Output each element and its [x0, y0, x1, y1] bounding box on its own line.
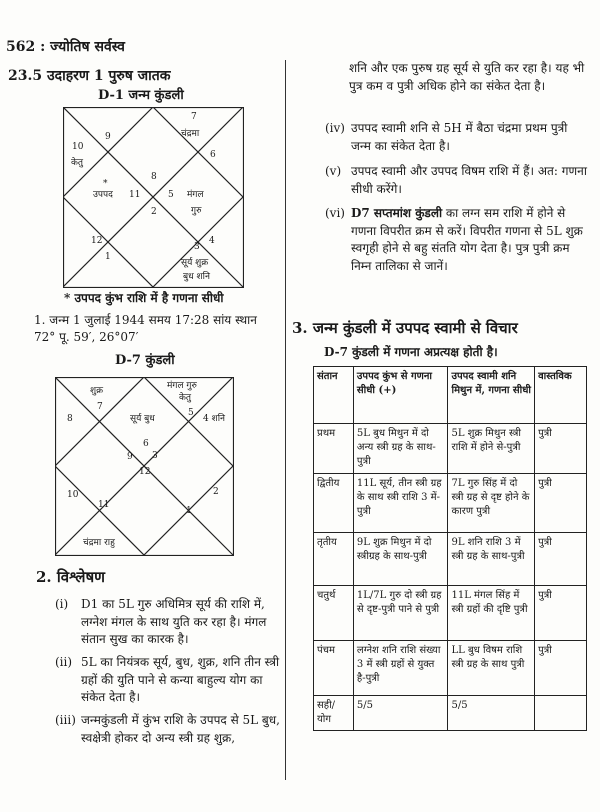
d1-house-6: 6: [210, 150, 216, 160]
d1-house-4: 4: [209, 236, 215, 246]
d7-house-8: 8: [67, 414, 73, 424]
item-text: उपपद स्वामी शनि से 5H में बैठा चंद्रमा प्रथम पुत्री जन्म का संकेत देता है।: [351, 121, 568, 153]
table-cell: 5/5: [448, 696, 535, 731]
d1-chart-title: D-1 जन्म कुंडली: [98, 88, 184, 103]
table-cell: 9L शुक्र मिथुन में दो स्त्रीग्रह के साथ-पुत्री: [353, 533, 448, 586]
table-cell: पंचम: [314, 641, 354, 696]
d7-house-9: 9: [127, 452, 133, 462]
table-row: [314, 474, 587, 533]
table-cell: पुत्री: [535, 533, 587, 586]
table-cell: तृतीय: [314, 533, 354, 586]
item-number: (i): [55, 597, 69, 611]
d7-ketu: केतु: [179, 393, 192, 403]
item-rest-text: का लग्न सम राशि में होने से गणना विपरीत क्रम से करें। विपरीत गणना से 5L शुक्र स्वगृही होने से बहु संतति योग देता है। पुत्र पुत्री क्रम निम्न तालिका से जानें।: [351, 206, 583, 273]
item-text: जन्मकुंडली में कुंभ राशि के उपपद से 5L बुध, स्वक्षेत्री होकर दो अन्य स्त्री ग्रह शुक्र,: [81, 713, 280, 745]
table-cell: 11L सूर्य, तीन स्त्री ग्रह के साथ स्त्री राशि 3 में-पुत्री: [353, 474, 448, 533]
table-total-row: [314, 696, 587, 731]
section3-heading: 3. जन्म कुंडली में उपपद स्वामी से विचार: [292, 319, 518, 337]
table-cell: 7L गुरु सिंह में दो स्त्री ग्रह से दृष्ट होने के कारण पुत्री: [448, 474, 535, 533]
table-cell: 5L बुध मिथुन में दो अन्य स्त्री ग्रह के साथ-पुत्री: [353, 424, 448, 474]
analysis-item: [55, 654, 283, 708]
d7-house-5: 5: [188, 408, 194, 418]
d1-mangal: मंगल: [187, 190, 204, 200]
d7-house-7: 7: [97, 402, 103, 412]
d1-footnote: * उपपद कुंभ राशि में है गणना सीधी: [64, 291, 224, 305]
table-cell: 11L मंगल सिंह में स्त्री ग्रहों की दृष्टि पुत्री: [448, 586, 535, 641]
d7-house-11: 11: [98, 500, 110, 510]
table-row: [314, 533, 587, 586]
table-row: [314, 424, 587, 474]
d1-moon: चंद्रमा: [181, 129, 200, 139]
d7-house-6: 6: [143, 439, 149, 449]
d7-shukra: शुक्र: [90, 386, 104, 396]
table-cell: 5L शुक्र मिथुन स्त्री राशि में होने से-पुत्री: [448, 424, 535, 474]
analysis-item: [325, 120, 589, 156]
section3-subheading: D-7 कुंडली में गणना अप्रत्यक्ष होती है।: [324, 345, 498, 359]
analysis-item: [325, 205, 589, 295]
birth-details-line2: 72° पू. 59′, 26°07′: [34, 330, 139, 344]
d7-chart-title: D-7 कुंडली: [115, 353, 175, 368]
analysis-item: [55, 596, 283, 650]
d7-surya-budh: सूर्य बुध: [130, 414, 155, 424]
table-cell: पुत्री: [535, 474, 587, 533]
item-text: [351, 205, 589, 275]
d1-upapada-marker: *: [103, 179, 108, 189]
item-bold-text: D7 सप्तमांश कुंडली: [351, 206, 443, 220]
analysis-heading: 2. विश्लेषण: [36, 568, 105, 586]
item-text: उपपद स्वामी और उपपद विषम राशि में हैं। अत: गणना सीधी करेंगे।: [351, 164, 587, 196]
item-number: (iv): [325, 121, 345, 135]
d1-house-3: 3: [194, 242, 200, 252]
d1-ketu: केतु: [71, 158, 84, 168]
d1-house-9: 9: [105, 132, 111, 142]
running-header: [6, 37, 125, 56]
table-cell: सही/ योग: [314, 696, 354, 731]
table-cell: LL बुध विषम राशि स्त्री ग्रह के साथ पुत्री: [448, 641, 535, 696]
table-cell: 1L/7L गुरु दो स्त्री ग्रह से दृष्ट-पुत्री पाने से पुत्री: [353, 586, 448, 641]
column-header: वास्तविक: [535, 367, 587, 424]
progeny-table: [313, 366, 587, 731]
birth-details-line1: 1. जन्म 1 जुलाई 1944 समय 17:28 सांय स्थान: [34, 313, 257, 327]
table-cell: लग्नेश शनि राशि संख्या 3 में स्त्री ग्रहों से युक्त है-पुत्री: [353, 641, 448, 696]
d7-house-4-shani: 4 शनि: [203, 414, 226, 424]
continuation-text: शनि और एक पुरुष ग्रह सूर्य से युति कर रहा है। यह भी पुत्र कम व पुत्री अधिक होने का संकेत देता है।: [349, 61, 585, 93]
d1-house-1: 1: [105, 252, 111, 262]
d1-surya-shukra: सूर्य शुक्र: [181, 258, 209, 268]
column-header: संतान: [314, 367, 354, 424]
column-header: उपपद स्वामी शनि मिथुन में, गणना सीधी: [448, 367, 535, 424]
item-text: 5L का नियंत्रक सूर्य, बुध, शुक्र, शनि तीन स्त्री ग्रहों की युति पाने से कन्या बाहुल्य योग का संकेत देता है।: [81, 655, 280, 704]
analysis-item: [325, 163, 589, 199]
d1-upapada: उपपद: [93, 190, 113, 200]
d7-house-2: 2: [213, 487, 219, 497]
table-header-row: [314, 367, 587, 424]
d1-guru: गुरु: [191, 206, 202, 216]
d1-house-5: 5: [168, 190, 174, 200]
table-cell: पुत्री: [535, 641, 587, 696]
item-number: (ii): [55, 655, 73, 669]
d1-house-11: 11: [129, 190, 141, 200]
d7-house-1: 1: [186, 506, 192, 516]
table-cell: पुत्री: [535, 586, 587, 641]
analysis-item: [55, 712, 283, 752]
d1-house-12: 12: [91, 236, 103, 246]
example-title: 23.5 उदाहरण 1 पुरुष जातक: [8, 68, 171, 84]
table-cell: प्रथम: [314, 424, 354, 474]
d1-house-8: 8: [151, 172, 157, 182]
d7-mangal-guru: मंगल गुरु: [167, 381, 197, 391]
d1-house-2: 2: [151, 207, 157, 217]
d7-house-10: 10: [67, 490, 79, 500]
d1-budh-shani: बुध शनि: [183, 272, 210, 282]
book-title: ज्योतिष सर्वस्व: [50, 39, 125, 55]
item-number: (iii): [55, 713, 76, 727]
d7-chandra-rahu: चंद्रमा राहु: [83, 538, 115, 548]
d1-house-7: 7: [191, 112, 197, 122]
table-cell: चतुर्थ: [314, 586, 354, 641]
table-row: [314, 586, 587, 641]
d7-chart: [55, 377, 234, 556]
d1-house-10: 10: [72, 142, 84, 152]
item-text: D1 का 5L गुरु अधिमित्र सूर्य की राशि में, लग्नेश मंगल के साथ युति कर रहा है। मंगल संतान सुख का कारक है।: [81, 597, 267, 646]
table-cell: द्वितीय: [314, 474, 354, 533]
item-number: (v): [325, 164, 342, 178]
d7-house-3: 3: [152, 451, 158, 461]
d7-house-12: 12: [139, 467, 151, 477]
header-separator: :: [40, 39, 46, 55]
table-cell: 9L शनि राशि 3 में स्त्री ग्रह के साथ-पुत्री: [448, 533, 535, 586]
page-number: 562: [6, 39, 36, 55]
d1-chart: [63, 107, 244, 288]
table-cell: [535, 696, 587, 731]
table-cell: 5/5: [353, 696, 448, 731]
column-header: उपपद कुंभ से गणना सीधी (+): [353, 367, 448, 424]
table-cell: पुत्री: [535, 424, 587, 474]
table-row: [314, 641, 587, 696]
column-divider: [285, 60, 286, 780]
item-number: (vi): [325, 206, 345, 220]
